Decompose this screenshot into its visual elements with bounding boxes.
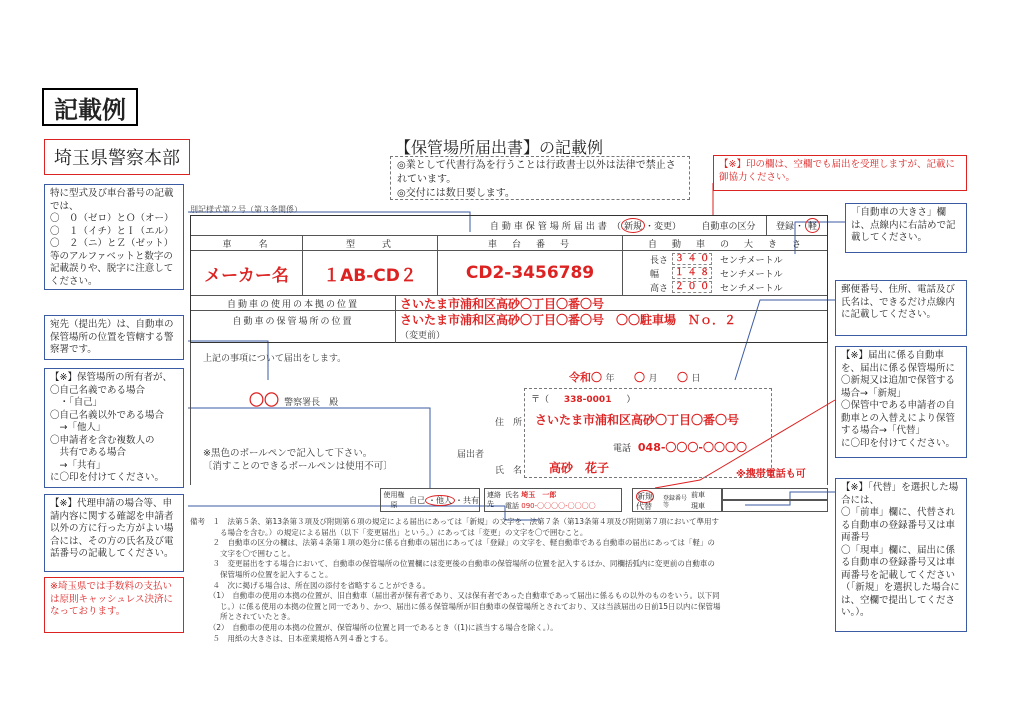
name-label: 氏 名	[495, 466, 523, 476]
model-value: １AB-CD２	[323, 265, 417, 286]
storage-location-label: 自動車の保管場所の位置	[191, 311, 396, 343]
width-label: 幅	[650, 269, 660, 280]
notice-line-2: ◎交付には数日要します。	[397, 188, 515, 199]
car-class-registered: 登録	[775, 222, 794, 232]
form-title-row: 自動車保管場所届出書 （ 新規 ・変更 ） 自動車の区分 登録 ・ 軽	[191, 216, 827, 236]
date-line	[569, 369, 701, 385]
hgt-d3: ０	[700, 282, 710, 292]
form-number: 別記様式第２号（第３条関係）	[190, 205, 302, 214]
contact-label: 連絡先	[487, 491, 501, 508]
date-month-label: 月	[648, 374, 658, 384]
length-label: 長さ	[650, 255, 669, 266]
reg-label: 登録番号等	[663, 495, 688, 509]
addressee-line	[249, 389, 338, 410]
remark-line: ２ 自動車の区分の欄は、法第４条第１項の処分に係る自動車の届出にあっては「登録」の文字を、軽自動車である自動車の届出にあっては「軽」の	[190, 538, 715, 548]
note-addressee: 宛先（提出先）は、自動車の保管場所の位置を管轄する警察署です。	[44, 315, 184, 360]
wid-d2: ４	[687, 268, 697, 278]
page-title: 【保管場所届出書】の記載例	[395, 138, 604, 157]
remark-line: 文字を〇で囲むこと。	[190, 548, 295, 558]
pen-note-1: ※黒色のボールペンで記入して下さい。	[203, 448, 373, 459]
contact-tel-value: 090-〇〇〇〇-〇〇〇〇	[521, 502, 596, 510]
new-option: 新規	[637, 492, 653, 501]
col-size: 自 動 車 の 大 き さ	[647, 239, 804, 250]
remark-line: る場合を含む。）の規定による届出（以下「変更届出」という。）にあっては「変更」の文字を〇で囲むこと。	[190, 527, 588, 537]
declaration-text: 上記の事項について届出をします。	[203, 354, 347, 364]
cur-car-field	[722, 500, 828, 512]
mobile-ok-note: ※携帯電話も可	[736, 469, 806, 480]
name-value: 高砂 花子	[549, 461, 610, 475]
contact-tel-label: 電話	[505, 502, 519, 510]
date-month: 〇	[634, 371, 646, 384]
postal-suffix: ）	[626, 395, 636, 405]
prev-car-field	[722, 488, 828, 500]
prev-location-label: （変更前）	[400, 331, 446, 341]
remark-line: （1） 自動車の使用の本拠の位置が、旧自動車（届出者が保有者であり、又は保有者であった自動車であって届出に係るもの以外のものをいう。以下同	[190, 591, 720, 601]
remark-line: ４ 次に掲げる場合は、所在図の添付を省略することができる。	[190, 580, 430, 590]
note-new-replace: 【※】届出に係る自動車を、届出に係る保管場所に 〇新規又は追加で保管する場合→「新規」 〇保管中である申請者の自動車との入替えにより保管する場合→「代替」 に〇印を付けてください。	[835, 346, 967, 458]
remark-line: 所とされていたとき。	[190, 612, 295, 622]
note-car-size: 「自動車の大きさ」欄は、点線内に右詰めで記載してください。	[845, 203, 967, 253]
hgt-d2: ０	[687, 282, 697, 292]
len-d1: ３	[674, 254, 684, 264]
car-name-value: メーカー名	[204, 265, 289, 286]
note-postal: 郵便番号、住所、電話及び氏名は、できるだけ点線内に記載してください。	[835, 280, 967, 336]
notice-line-1: ◎業として代書行為を行うことは行政書士以外は法律で禁止されています。	[397, 160, 676, 185]
header-row	[191, 236, 827, 251]
len-d2: ４	[687, 254, 697, 264]
rights-box	[380, 488, 480, 512]
address-label: 住 所	[495, 418, 523, 428]
police-hq-label: 埼玉県警察本部	[44, 139, 190, 175]
car-class-kei: 軽	[805, 218, 820, 233]
len-d3: ０	[700, 254, 710, 264]
prev-car-label: 前車	[691, 491, 705, 499]
note-asterisk: 【※】印の欄は、空欄でも届出を受理しますが、記載に御協力ください。	[713, 155, 967, 191]
rights-other: ・他人	[425, 495, 455, 506]
hgt-d1: ２	[674, 282, 684, 292]
note-cashless: ※埼玉県では手数料の支払いは原則キャッシュレス決済になっております。	[44, 577, 184, 633]
applicant-box	[495, 388, 772, 478]
replace-option: 代替	[636, 502, 652, 511]
form-opt-change: ・変更	[644, 222, 672, 232]
col-car-name: 車 名	[191, 236, 303, 250]
postal-prefix: 〒（	[531, 395, 550, 405]
postal-value: 338-0001	[563, 395, 612, 405]
len-unit: センチメートル	[720, 255, 783, 266]
date-era: 令和〇	[569, 371, 602, 384]
tel-value: 048-〇〇〇-〇〇〇〇	[637, 441, 747, 454]
remark-line: 保管場所の位置を記入すること。	[190, 569, 333, 579]
example-badge: 記載例	[42, 88, 138, 126]
rights-label: 使用権原	[383, 491, 405, 509]
tel-label: 電話	[613, 444, 632, 454]
remark-line: ３ 変更届出をする場合において、自動車の保管場所の位置欄には変更後の自動車の保管場所の位置を記入するほか、同欄括弧内に変更前の自動車の	[190, 559, 715, 569]
notice-box	[390, 156, 690, 200]
address-value: さいたま市浦和区高砂〇丁目〇番〇号	[535, 413, 740, 427]
remark-line: （2） 自動車の使用の本拠の位置が、保管場所の位置と同一であるとき（(1)に該当する場合を除く。）。	[190, 622, 558, 632]
car-class-label: 自動車の区分	[691, 216, 767, 235]
police-chief-suffix: 警察署長 殿	[284, 398, 339, 408]
contact-name-value: 埼玉 一郎	[521, 491, 557, 499]
remark-line: 備考 １ 法第５条、第13条第３項及び附則第６項の規定による届出にあっては「新規」の文字を、法第７条（第13条第４項及び附則第７項において準用す	[190, 517, 720, 526]
note-agent: 【※】代理申請の場合等、申請内容に関する確認を申請者以外の方に行った方がよい場合には、その方の氏名及び電話番号の記載してください。	[44, 494, 184, 572]
remarks	[190, 517, 830, 644]
remark-line: ５ 用紙の大きさは、日本産業規格Ａ列４番とする。	[190, 633, 393, 643]
wid-unit: センチメートル	[720, 269, 783, 280]
note-owner: 【※】保管場所の所有者が、 〇自己名義である場合 ・「自己」 〇自己名義以外である場合 →「他人」 〇申請者を含む複数人の 共有である場合 →「共有」 に〇印を付けてください。	[44, 368, 184, 488]
car-row	[191, 251, 827, 296]
police-station-value: 〇〇	[249, 391, 280, 409]
col-model: 型 式	[303, 236, 438, 250]
use-location-value: さいたま市浦和区高砂〇丁目〇番〇号	[400, 296, 605, 311]
note-replace-detail: 【※】「代替」を選択した場合には、 〇「前車」欄に、代替される自動車の登録番号又は車両番号 〇「現車」欄に、届出に係る自動車の登録番号又は車両番号を記載してください（「新規」を選択した場合には、空欄で提出してください。）。	[835, 478, 967, 632]
use-location-row	[191, 296, 827, 311]
date-day: 〇	[677, 371, 689, 384]
note-model-number: 特に型式及び車台番号の記載では、 〇 ０（ゼロ）とＯ（オー） 〇 １（イチ）とＩ（エル） 〇 ２（ニ）とＺ（ゼット） 等のアルファベットと数字の記載誤りや、脱字に注意してください。	[44, 184, 184, 290]
size-cell	[623, 251, 829, 295]
date-year-label: 年	[605, 374, 615, 384]
form-opt-new: 新規	[621, 218, 645, 233]
form-table	[190, 215, 828, 343]
col-chassis: 車 台 番 号	[438, 236, 623, 250]
height-label: 高さ	[650, 283, 669, 294]
wid-d1: １	[674, 268, 684, 278]
applicant-label: 届出者	[457, 450, 485, 460]
chassis-value: CD2-3456789	[465, 263, 595, 283]
hgt-unit: センチメートル	[720, 283, 783, 294]
remark-line: じ。）に係る使用の本拠の位置と同一であり、かつ、届出に係る保管場所が旧自動車の保管場所とされており、又は当該届出の日前15日以内に保管場	[190, 601, 721, 611]
use-location-label: 自動車の使用の本拠の位置	[191, 296, 396, 310]
form-title: 自動車保管場所届出書	[489, 222, 610, 232]
date-day-label: 日	[691, 374, 701, 384]
contact-box	[484, 488, 622, 512]
pen-note-2: 〔消すことのできるボールペンは使用不可〕	[203, 461, 393, 472]
rights-shared: ・共有	[455, 496, 479, 505]
contact-name-label: 氏名	[505, 491, 519, 499]
storage-location-row	[191, 311, 827, 343]
wid-d3: ８	[700, 268, 710, 278]
cur-car-label: 現車	[691, 502, 705, 510]
rights-self: 自己	[409, 496, 425, 505]
new-replace-box	[632, 488, 722, 512]
storage-location-value: さいたま市浦和区高砂〇丁目〇番〇号 〇〇駐車場 Ｎｏ．２	[400, 313, 737, 327]
